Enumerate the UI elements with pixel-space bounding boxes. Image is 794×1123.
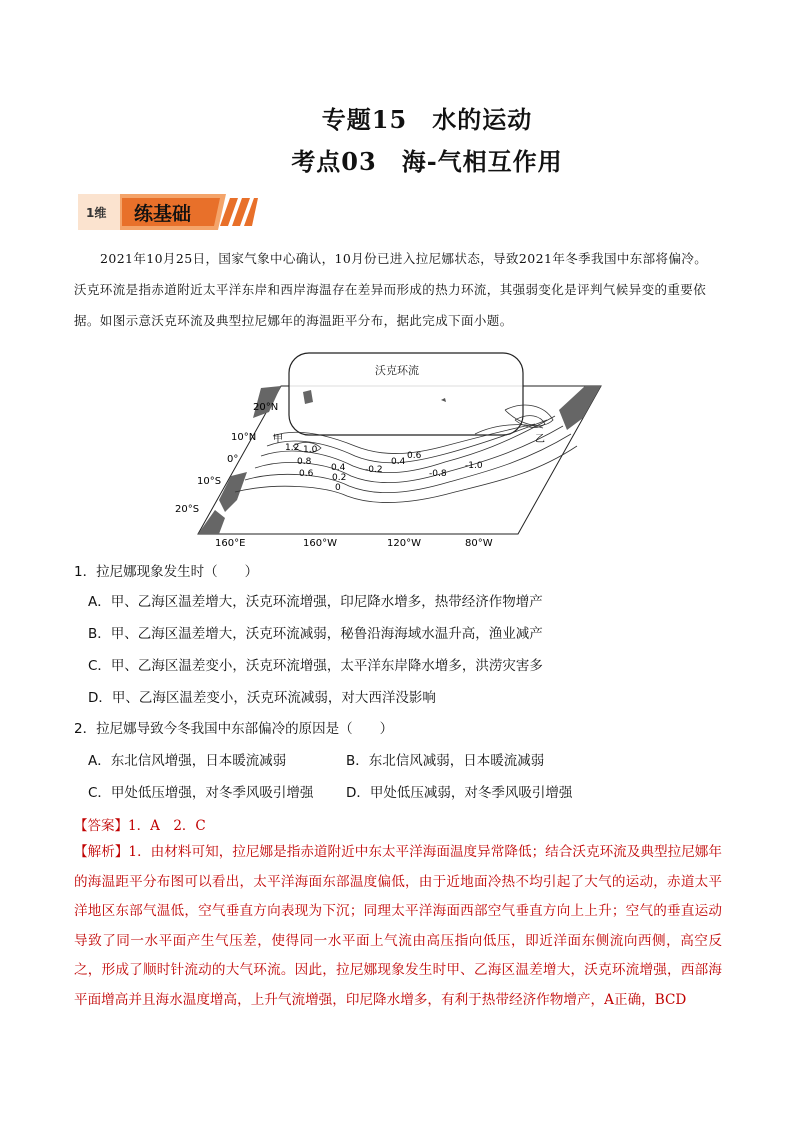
contour-value: 1.0 xyxy=(303,445,318,455)
q2-option-c: C．甲处低压增强，对冬季风吸引增强 xyxy=(88,785,314,801)
q1-option-c: C．甲、乙海区温差变小，沃克环流增强，太平洋东岸降水增多，洪涝灾害多 xyxy=(88,658,543,674)
analysis-text: 1．由材料可知，拉尼娜是指赤道附近中东太平洋海面温度异常降低；结合沃克环流及典型拉尼娜年的海温距平分布图可以看出，太平洋海面东部温度偏低，由于近地面冷热不均引起了大气的运动，赤道太平洋地区东部气温低，空气垂直方向表现为下沉；同理太平洋海面西部空气垂直方向上上升；空气的垂直运动导致了同一水平面产生气压差，使得同一水平面上气流由高压指向低压，即近洋面东侧流向西侧，高空反之，形成了顺时针流动的大气环流。因此，拉尼娜现象发生时甲、乙海区温差增大，沃克环流增强，西部海平面增高并且海水温度增高，上升气流增强，印尼降水增多，有利于热带经济作物增产，A正确，BCD xyxy=(74,844,722,1008)
banner-badge: 1维 xyxy=(86,206,107,220)
question-1-stem: 1．拉尼娜现象发生时（ ） xyxy=(74,564,259,580)
contour-value: -0.8 xyxy=(429,469,447,479)
region-label-jia: 甲 xyxy=(273,434,283,445)
contour-value: 0.6 xyxy=(299,469,314,479)
contour-value: 0 xyxy=(335,483,341,493)
contour-value: 0.4 xyxy=(391,457,406,467)
material-paragraph: 2021年10月25日，国家气象中心确认，10月份已进入拉尼娜状态，导致2021年冬季我国中东部将偏冷。沃克环流是指赤道附近太平洋东岸和西岸海温存在差异而形成的热力环流，其强弱变化是评判气候异变的重要依据。如图示意沃克环流及典型拉尼娜年的海温距平分布，据此完成下面小题。 xyxy=(74,251,708,328)
page-title: 专题15 水的运动 xyxy=(321,105,533,134)
q1-option-b: B．甲、乙海区温差增大，沃克环流减弱，秘鲁沿海海域水温升高，渔业减产 xyxy=(88,626,543,642)
lon-label: 120°W xyxy=(387,538,421,549)
region-label-yi: 乙 xyxy=(535,434,545,445)
lat-label: 0° xyxy=(227,454,239,465)
q2-option-a: A．东北信风增强，日本暖流减弱 xyxy=(88,753,287,769)
contour-value: 0.4 xyxy=(331,463,346,473)
lat-label: 20°S xyxy=(175,504,200,515)
answer-tag: 【答案】 xyxy=(74,818,128,834)
landmass-sw xyxy=(198,510,225,534)
walker-circulation-map xyxy=(175,350,615,550)
q1-option-d: D．甲、乙海区温差变小，沃克环流减弱，对大西洋没影响 xyxy=(88,690,436,706)
question-2-stem: 2．拉尼娜导致今冬我国中东部偏冷的原因是（ ） xyxy=(74,721,394,737)
contour-value: 1.2 xyxy=(285,443,300,453)
contour-value: 0.6 xyxy=(407,451,422,461)
lat-label: 10°N xyxy=(231,432,257,443)
section-banner xyxy=(78,194,258,230)
lon-label: 160°W xyxy=(303,538,337,549)
banner-label: 练基础 xyxy=(134,203,192,225)
lat-label: 20°N xyxy=(253,402,279,413)
q1-option-a: A．甲、乙海区温差增大，沃克环流增强，印尼降水增多，热带经济作物增产 xyxy=(88,594,543,610)
contour-value: 0.8 xyxy=(297,457,312,467)
page-subtitle: 考点03 海-气相互作用 xyxy=(291,147,563,176)
q2-option-d: D．甲处低压减弱，对冬季风吸引增强 xyxy=(346,785,573,801)
landmass-australia xyxy=(219,472,247,512)
analysis-tag: 【解析】 xyxy=(74,844,129,860)
answer-line xyxy=(74,814,206,834)
circulation-label: 沃克环流 xyxy=(375,364,419,377)
q2-option-b: B．东北信风减弱，日本暖流减弱 xyxy=(346,753,545,769)
analysis-block xyxy=(74,838,722,1015)
contour-value: -0.2 xyxy=(365,465,383,475)
contour-value: -1.0 xyxy=(465,461,483,471)
lon-label: 80°W xyxy=(465,538,493,549)
lat-label: 10°S xyxy=(197,476,222,487)
answer-text: 1．A 2．C xyxy=(128,818,206,834)
lon-label: 160°E xyxy=(215,538,246,549)
contour-value: 0.2 xyxy=(332,473,347,483)
